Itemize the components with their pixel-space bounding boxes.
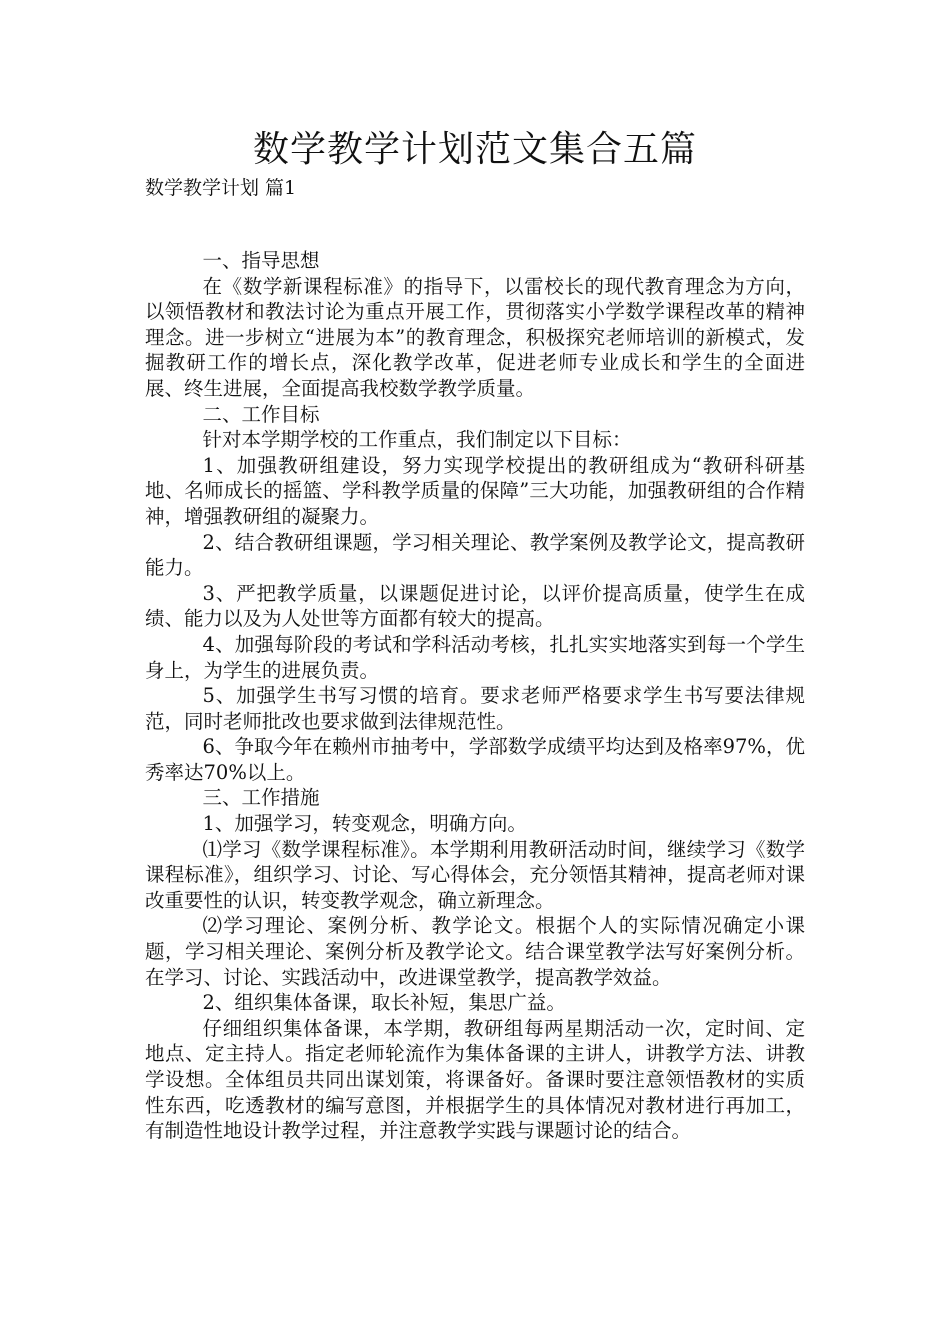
paragraph: 一、指导思想 — [202, 249, 320, 272]
paragraph: ⑴学习《数学课程标准》。本学期利用教研活动时间，继续学习《数学课程标准》，组织学习、讨论、写心得体会，充分领悟其精神，提高老师对课改重要性的认识，转变教学观念，确立新理念。 — [145, 837, 805, 912]
paragraph: 2、结合教研组课题，学习相关理论、教学案例及教学论文，提高教研能力。 — [145, 530, 805, 580]
paragraph: 二、工作目标 — [202, 402, 320, 426]
paragraph: 在《数学新课程标准》的指导下，以雷校长的现代教育理念为方向，以领悟教材和教法讨论为重点开展工作，贯彻落实小学数学课程改革的精神理念。进一步树立“进展为本”的教育理念，积极探究老师培训的新模式，发掘教研工作的增长点，深化教学改革，促进老师专业成长和学生的全面进展、终生进展，全面提高我校数学教学质量。 — [145, 274, 805, 400]
paragraph: ⑵学习理论、案例分析、教学论文。根据个人的实际情况确定小课题，学习相关理论、案例分析及教学论文。结合课堂教学法写好案例分析。在学习、讨论、实践活动中，改进课堂教学，提高教学效益。 — [145, 914, 805, 989]
document-subtitle: 数学教学计划 篇1 — [145, 177, 297, 199]
document-title: 数学教学计划范文集合五篇 — [252, 129, 697, 170]
paragraph: 针对本学期学校的工作重点，我们制定以下目标： — [202, 428, 632, 452]
paragraph: 6、争取今年在赖州市抽考中，学部数学成绩平均达到及格率97%，优秀率达70%以上。 — [145, 735, 805, 784]
paragraph: 5、加强学生书写习惯的培育。要求老师严格要求学生书写要法律规范，同时老师批改也要求做到法律规范性。 — [145, 684, 805, 733]
paragraph: 2、组织集体备课，取长补短，集思广益。 — [202, 991, 566, 1015]
paragraph: 仔细组织集体备课，本学期，教研组每两星期活动一次，定时间、定地点、定主持人。指定老师轮流作为集体备课的主讲人，讲教学方法、讲教学设想。全体组员共同出谋划策，将课备好。备课时要注意领悟教材的实质性东西，吃透教材的编写意图，并根据学生的具体情况对教材进行再加工，有制造性地设计教学过程，并注意教学实践与课题讨论的结合。 — [145, 1016, 805, 1143]
paragraph: 4、加强每阶段的考试和学科活动考核，扎扎实实地落实到每一个学生身上，为学生的进展负责。 — [145, 632, 805, 682]
document-body — [145, 248, 805, 1144]
paragraph: 三、工作措施 — [202, 786, 320, 810]
paragraph: 3、严把教学质量，以课题促进讨论，以评价提高质量，使学生在成绩、能力以及为人处世等方面都有较大的提高。 — [145, 581, 805, 631]
paragraph: 1、加强教研组建设，努力实现学校提出的教研组成为“教研科研基地、名师成长的摇篮、学科教学质量的保障”三大功能，加强教研组的合作精神，增强教研组的凝聚力。 — [145, 453, 805, 528]
paragraph: 1、加强学习，转变观念，明确方向。 — [202, 812, 527, 836]
